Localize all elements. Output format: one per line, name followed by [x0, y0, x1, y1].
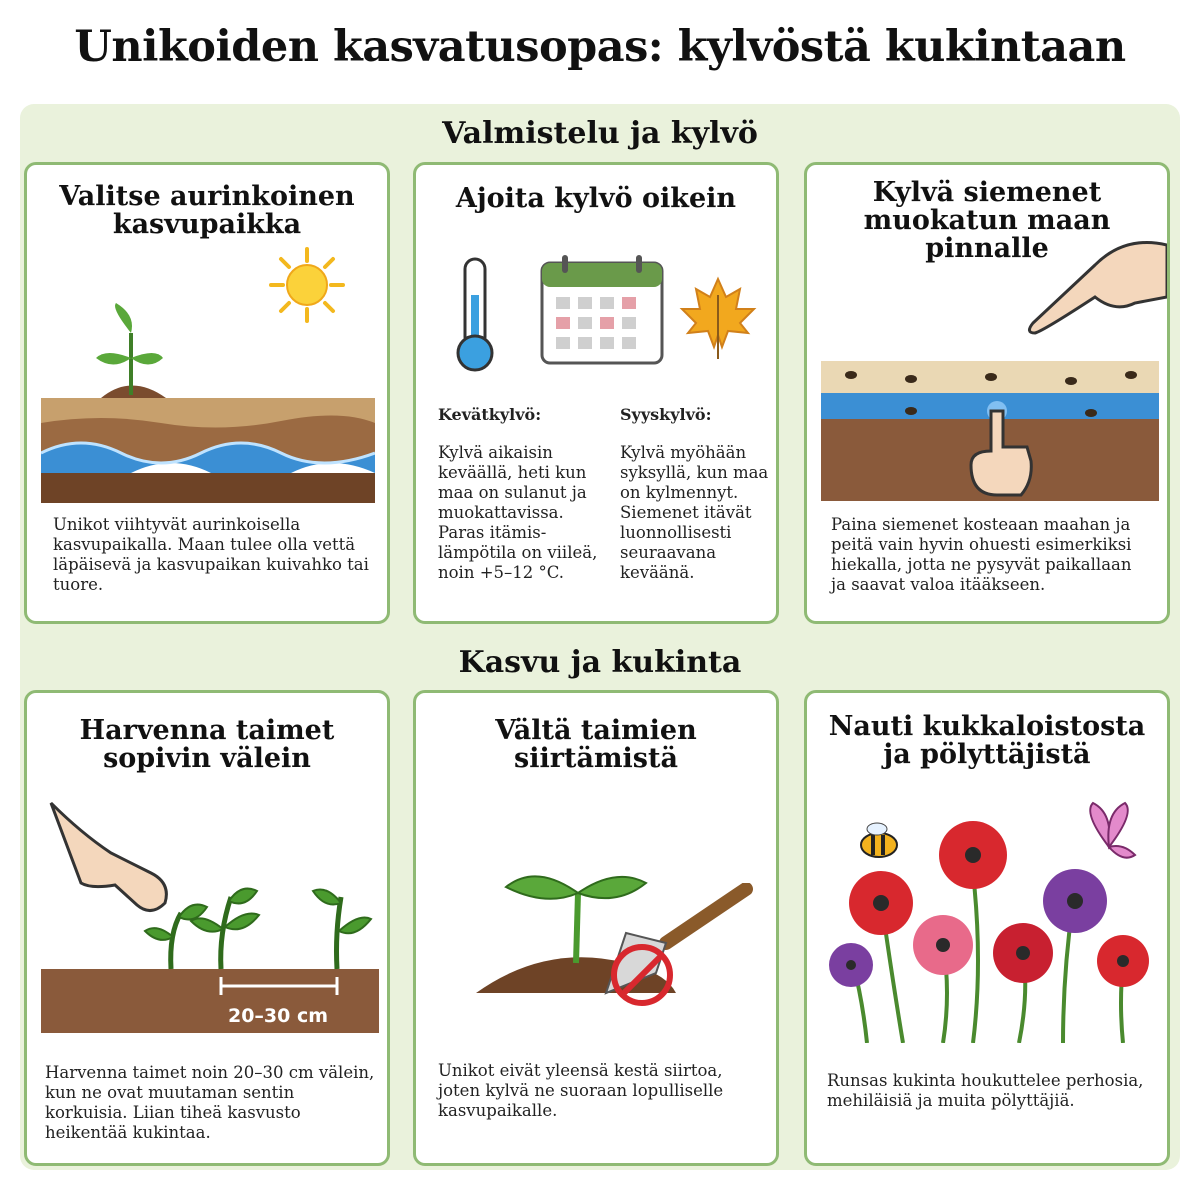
calendar-icon — [540, 253, 664, 365]
card-title-sunny: Valitse aurinkoinen kasvupaikka — [59, 181, 355, 240]
bee-icon — [861, 823, 897, 857]
card-avoid-transplant — [413, 690, 779, 1166]
card-sowing-timing — [413, 162, 779, 624]
autumn-sowing-text: Kylvä myöhään syksyllä, kun maa on kylmennyt. Siemenet itävät luonnollisesti seuraavana keväänä. — [620, 443, 769, 582]
trowel-no-icon — [586, 883, 756, 1023]
section-title-growth: Kasvu ja kukinta — [458, 645, 742, 680]
card-title-timing: Ajoita kylvö oikein — [455, 183, 737, 214]
card-sow-seeds — [804, 162, 1170, 624]
section-title-prep: Valmistelu ja kylvö — [442, 116, 758, 151]
card-text-transplant: Unikot eivät yleensä kestä siirtoa, joten kylvä ne suoraan lopulliselle kasvupaikalle. — [438, 1061, 724, 1120]
poppies-illustration — [823, 793, 1157, 1043]
soil-layers-illustration — [41, 303, 375, 503]
autumn-sowing-block — [620, 405, 770, 583]
seeded-soil-illustration — [821, 361, 1159, 501]
spring-sowing-text: Kylvä aikaisin keväällä, heti kun maa on sulanut ja muokattavissa. Paras itämis-lämpötila on viileä, noin +5–12 °C. — [438, 443, 598, 582]
spring-sowing-block — [438, 405, 603, 583]
card-title-transplant: Vältä taimien siirtämistä — [495, 715, 697, 774]
seedling-icon — [96, 303, 163, 395]
card-title-enjoy: Nauti kukkaloistosta ja pölyttäjistä — [828, 711, 1146, 770]
thinning-illustration — [41, 793, 379, 1033]
card-enjoy-blooms — [804, 690, 1170, 1166]
card-text-thin: Harvenna taimet noin 20–30 cm välein, kun ne ovat muutaman sentin korkuisia. Liian tiheä kasvusto heikentää kukintaa. — [45, 1063, 375, 1142]
page-title: Unikoiden kasvatusopas: kylvöstä kukintaan — [74, 22, 1126, 72]
pointing-hand-icon — [1025, 237, 1167, 337]
card-title-sow: Kylvä siemenet muokatun maan pinnalle — [863, 177, 1111, 264]
spacing-label: 20–30 cm — [227, 1005, 329, 1027]
spring-sowing-heading: Kevätkylvö: — [438, 405, 542, 424]
card-text-enjoy: Runsas kukinta houkuttelee perhosia, mehiläisiä ja muita pölyttäjiä. — [827, 1071, 1144, 1110]
card-text-sow: Paina siemenet kosteaan maahan ja peitä vain hyvin ohuesti esimerkiksi hiekalla, jotta ne pysyvät paikallaan ja saavat valoa itääkseen. — [831, 515, 1132, 594]
butterfly-icon — [1090, 803, 1135, 858]
card-thin-seedlings — [24, 690, 390, 1166]
card-sunny-location — [24, 162, 390, 624]
autumn-leaf-icon — [678, 275, 758, 361]
card-title-thin: Harvenna taimet sopivin välein — [79, 715, 335, 774]
thermometer-icon — [452, 255, 498, 375]
card-text-sunny: Unikot viihtyvät aurinkoisella kasvupaikalla. Maan tulee olla vettä läpäisevä ja kasvupaikan kuivahko tai tuore. — [53, 515, 369, 594]
autumn-sowing-heading: Syyskylvö: — [620, 405, 712, 424]
